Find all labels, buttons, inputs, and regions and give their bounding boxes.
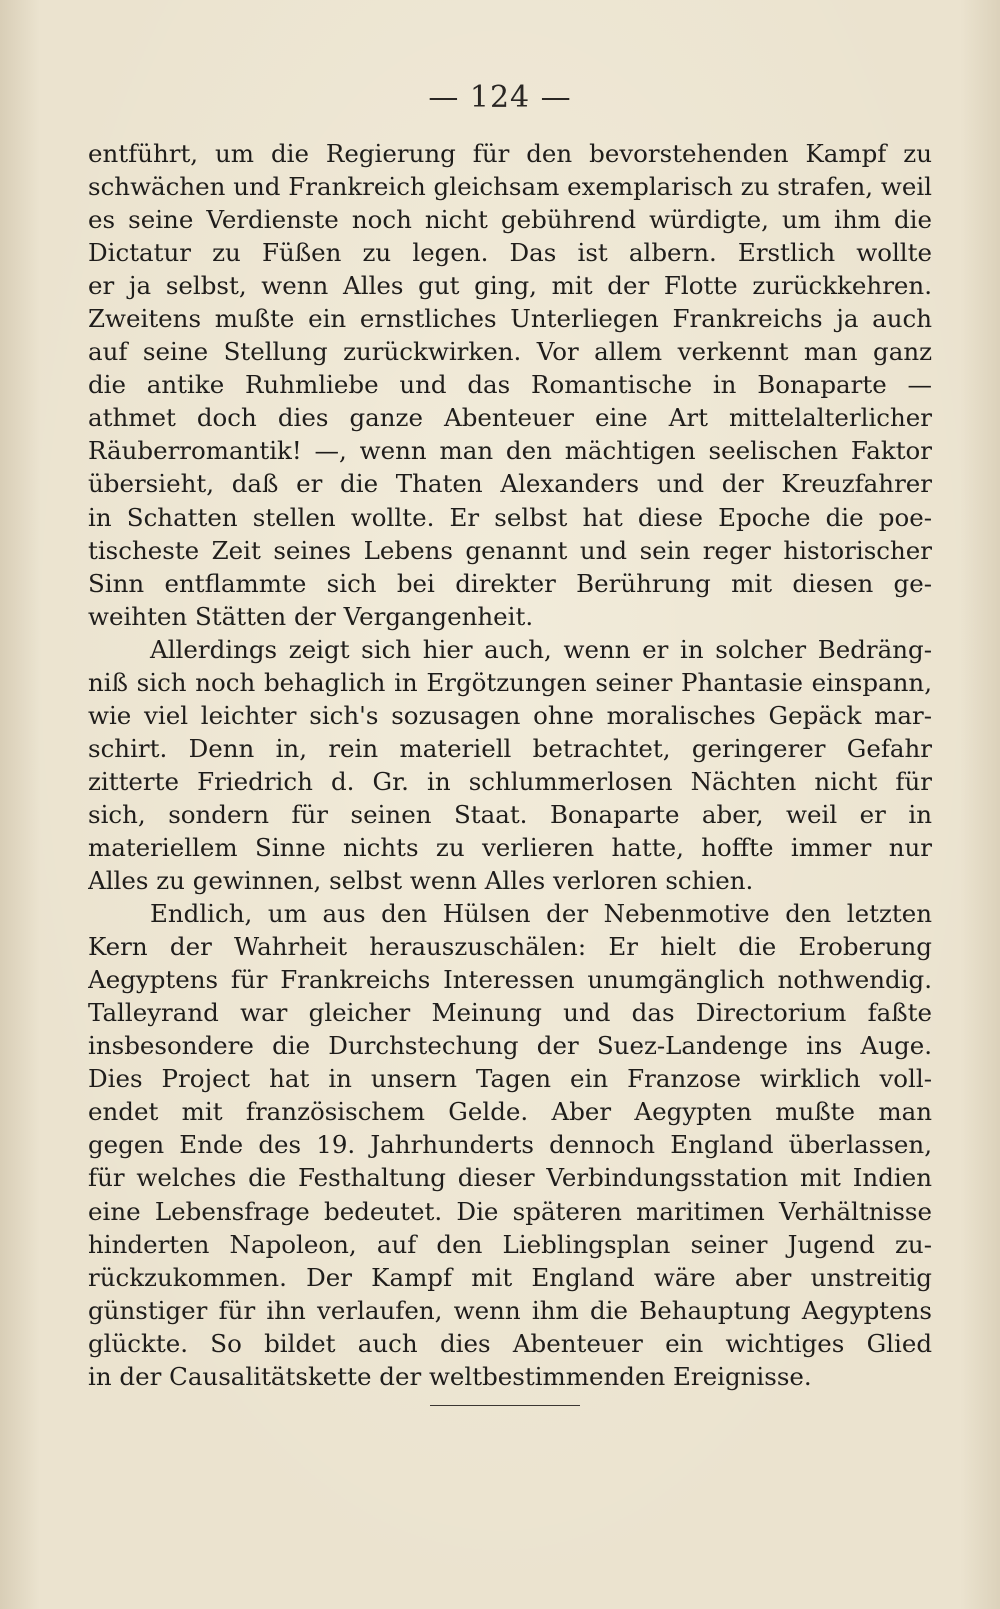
text-line: Räuberromantik! —, wenn man den mächtigen seelischen Faktor (88, 436, 932, 466)
text-line: Endlich, um aus den Hülsen der Nebenmotive den letzten (150, 899, 932, 929)
text-line: entführt, um die Regierung für den bevorstehenden Kampf zu (88, 139, 932, 168)
text-line: insbesondere die Durchstechung der Suez-Landenge ins Auge. (88, 1031, 932, 1061)
text-line: Sinn entflammte sich bei direkter Berührung mit diesen ge- (88, 568, 932, 598)
text-line: schwächen und Frankreich gleichsam exemplarisch zu strafen, weil (88, 172, 932, 202)
paragraph-1 (88, 137, 932, 633)
text-line: athmet doch dies ganze Abenteuer eine Art mittelalterlicher (88, 403, 932, 433)
text-line: gegen Ende des 19. Jahrhunderts dennoch England überlassen, (88, 1130, 932, 1160)
text-line: hinderten Napoleon, auf den Lieblingsplan seiner Jugend zu- (88, 1229, 932, 1259)
text-line: wie viel leichter sich's sozusagen ohne moralisches Gepäck mar- (88, 700, 932, 730)
text-line: tischeste Zeit seines Lebens genannt und sein reger historischer (88, 535, 932, 565)
body-text (88, 137, 932, 1393)
text-line: übersieht, daß er die Thaten Alexanders und der Kreuzfahrer (88, 469, 932, 499)
text-line: Kern der Wahrheit herauszuschälen: Er hielt die Eroberung (88, 932, 932, 962)
text-line: er ja selbst, wenn Alles gut ging, mit der Flotte zurückkehren. (88, 271, 932, 301)
text-line: eine Lebensfrage bedeutet. Die späteren maritimen Verhältnisse (88, 1196, 932, 1226)
text-line: Alles zu gewinnen, selbst wenn Alles verloren schien. (88, 866, 754, 896)
text-line: Dictatur zu Füßen zu legen. Das ist albern. Erstlich wollte (88, 238, 932, 268)
paragraph-3 (88, 897, 932, 1393)
text-line: Zweitens mußte ein ernstliches Unterliegen Frankreichs ja auch (88, 304, 932, 334)
text-line: zitterte Friedrich d. Gr. in schlummerlosen Nächten nicht für (88, 766, 932, 796)
text-line: materiellem Sinne nichts zu verlieren hatte, hoffte immer nur (88, 832, 932, 862)
text-line: Dies Project hat in unsern Tagen ein Franzose wirklich voll- (88, 1064, 932, 1094)
text-line: Talleyrand war gleicher Meinung und das Directorium faßte (88, 998, 932, 1028)
text-line: in der Causalitätskette der weltbestimmenden Ereignisse. (88, 1361, 812, 1391)
text-line: niß sich noch behaglich in Ergötzungen seiner Phantasie einspann, (88, 667, 932, 697)
text-line: glückte. So bildet auch dies Abenteuer ein wichtiges Glied (88, 1328, 932, 1358)
paragraph-2 (88, 633, 932, 897)
text-line: weihten Stätten der Vergangenheit. (88, 601, 534, 631)
text-line: die antike Ruhmliebe und das Romantische in Bonaparte — (88, 370, 932, 400)
text-line: es seine Verdienste noch nicht gebührend würdigte, um ihm die (88, 205, 932, 235)
text-line: für welches die Festhaltung dieser Verbindungsstation mit Indien (88, 1163, 932, 1193)
text-line: auf seine Stellung zurückwirken. Vor allem verkennt man ganz (88, 337, 932, 367)
text-line: Allerdings zeigt sich hier auch, wenn er in solcher Bedräng- (150, 634, 932, 664)
text-line: sich, sondern für seinen Staat. Bonaparte aber, weil er in (88, 799, 932, 829)
text-line: Aegyptens für Frankreichs Interessen unumgänglich nothwendig. (88, 965, 932, 995)
text-line: günstiger für ihn verlaufen, wenn ihm die Behauptung Aegyptens (88, 1295, 932, 1325)
chapter-end-rule (430, 1405, 580, 1406)
text-line: rückzukommen. Der Kampf mit England wäre aber unstreitig (88, 1262, 932, 1292)
text-line: schirt. Denn in, rein materiell betrachtet, geringerer Gefahr (88, 733, 932, 763)
page-number: — 124 — (428, 80, 572, 115)
text-line: in Schatten stellen wollte. Er selbst hat diese Epoche die poe- (88, 502, 932, 532)
text-line: endet mit französischem Gelde. Aber Aegypten mußte man (88, 1097, 932, 1127)
